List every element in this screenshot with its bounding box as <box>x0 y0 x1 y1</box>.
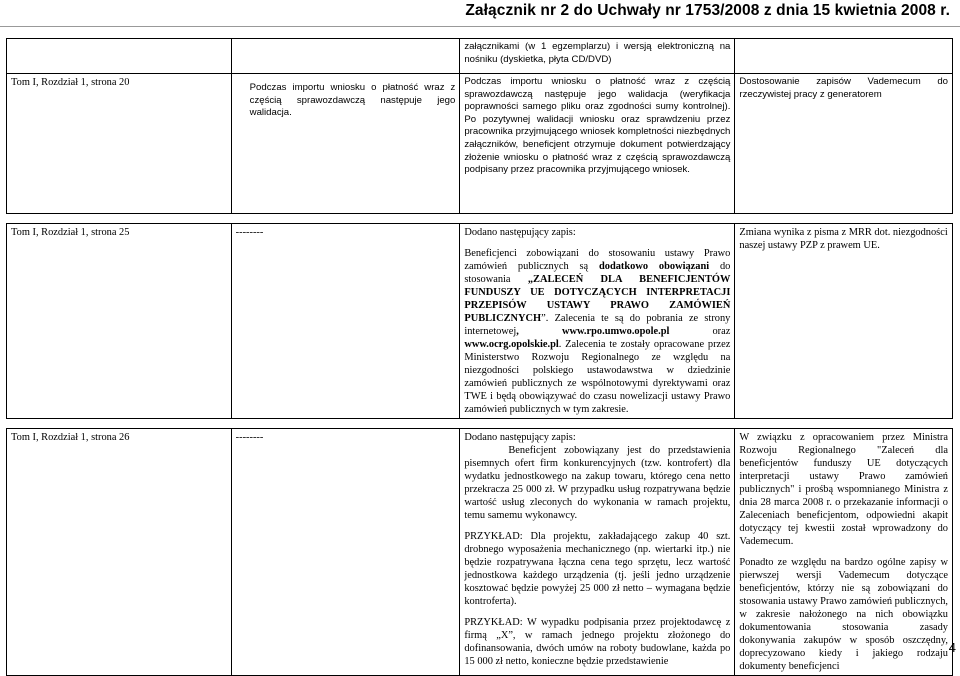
example-paragraph: PRZYKŁAD: W wypadku podpisania przez projektodawcę z firmą „X”, w ramach jednego projektu złożonego do dofinansowania, dwóch umów na roboty budowlane, każda po 15 000 zł netto, konieczne będzie przedstawienie <box>464 617 731 667</box>
added-paragraph <box>464 247 730 416</box>
bold-run: „ZALECEŃ DLA BENEFICJENTÓW FUNDUSZY UE DOTYCZĄCYCH INTERPRETACJI PRZEPISÓW USTAWY PRAWO ZAMÓWIEŃ PUBLICZNYCH <box>464 274 731 324</box>
new-text-cell: Podczas importu wniosku o płatność wraz z częścią sprawozdawczą następuje jego walidacja (weryfikacja poprawności samego pliku oraz zgodności sumy kontrolnej). Po pozytywnej walidacji wniosku oraz sprawdzeniu przez pracownika przyjmującego wniosek kompletności niezbędnych załączników, beneficjent otrzymuje dokument potwierdzający złożenie wniosku o płatność wraz z częścią sprawozdawczą podpisany przez pracownika przyjmującego wniosek. <box>460 74 735 214</box>
justification-cell <box>735 429 953 676</box>
previous-text-cell <box>231 39 460 74</box>
text-run: Beneficjenci zobowiązani do stosowaniu ustawy Prawo zamówień publicznych są <box>464 248 731 272</box>
example-paragraph: PRZYKŁAD: Dla projektu, zakładającego zakup 40 szt. drobnego wyposażenia mechanicznego (np. wiertarki itp.) nie będzie rozpatrywana łączna cena tego sprzętu, lecz wartość jednostkowa każdego urządzenia (tj. jeśli jedno urządzenie kosztować będzie powyżej 25 000 zł netto – wymagana będzie kontroferta). <box>464 531 731 607</box>
table-row <box>7 224 953 419</box>
header-rule <box>0 26 960 27</box>
text-run: ”. Zalecenia te są do pobrania ze strony internetowej <box>464 313 731 337</box>
table-spacer <box>7 214 953 224</box>
text-run: oraz <box>712 326 731 337</box>
link-text: www.ocrg.opolskie.pl <box>464 339 559 350</box>
intro-text: Dodano następujący zapis: <box>464 432 576 443</box>
justification-cell: Dostosowanie zapisów Vademecum do rzeczywistej pracy z generatorem <box>735 74 953 214</box>
added-paragraph: Beneficjent zobowiązany jest do przedstawienia pisemnych ofert firm konkurencyjnych (tzw. kontrofert) dla wydatku jednostkowego na zakup towaru, którego cena netto przekracza 25 000 zł. W przypadku usług rozpatrywana będzie wartość usług zleconych do wykonania w ramach projektu, temu samemu wykonawcy. <box>464 445 731 521</box>
header-title: Załącznik nr 2 do Uchwały nr 1753/2008 z dnia 15 kwietnia 2008 r. <box>465 2 950 19</box>
intro-text: Dodano następujący zapis: <box>464 227 576 238</box>
table-row <box>7 39 953 74</box>
justification-cell <box>735 39 953 74</box>
location-cell: Tom I, Rozdział 1, strona 20 <box>7 74 232 214</box>
new-text-cell <box>460 429 735 676</box>
text-run: . Zalecenia te zostały opracowane przez Ministerstwo Rozwoju Regionalnego ze względu na niezgodności polskiego ustawodawstwa w dziedzinie zamówień publicznych ze wspólnotowymi dyrektywami oraz TWE i będą obowiązywać do czasu nowelizacji ustawy Prawo zamówień publicznych w tym zakresie. <box>464 339 731 415</box>
page-number: 4 <box>948 640 956 655</box>
justification-paragraph: W związku z opracowaniem przez Ministra Rozwoju Regionalnego "Zaleceń dla beneficjentów funduszy UE dotyczących interpretacji ustawy Prawo zamówień publicznych" i prośbą wspomnianego Ministra z dnia 28 marca 2008 r. o przekazanie informacji o Zaleceniach beneficjentom, odpowiedni akapit dotyczący tej kwestii został wprowadzony do Vademecum. <box>739 432 948 547</box>
link-text: , www.rpo.umwo.opole.pl <box>516 326 670 337</box>
new-text-cell <box>460 224 735 419</box>
previous-text-cell: -------- <box>231 224 460 419</box>
table-row <box>7 74 953 214</box>
location-cell: Tom I, Rozdział 1, strona 25 <box>7 224 232 419</box>
justification-cell: Zmiana wynika z pisma z MRR dot. niezgodności naszej ustawy PZP z prawem UE. <box>735 224 953 419</box>
previous-text: Podczas importu wniosku o płatność wraz z częścią sprawozdawczą następuje jego walidacja. <box>249 82 456 119</box>
justification-paragraph: Ponadto ze względu na bardzo ogólne zapisy w pierwszej wersji Vademecum dotyczące beneficjentów, którzy nie są zobowiązani do stosowania ustawy Prawo zamówień publicznych, w zakresie nałożonego na nich obowiązku dokumentowania stosowania zasady dokonywania zakupów w sposób oszczędny, doprecyzowano kiedy i jakiego rodzaju dokumenty beneficjenci <box>739 557 949 672</box>
bold-run: dodatkowo obowiązani <box>598 261 710 272</box>
location-cell <box>7 39 232 74</box>
location-cell: Tom I, Rozdział 1, strona 26 <box>7 429 232 676</box>
page-header <box>0 0 960 26</box>
table-row <box>7 429 953 676</box>
previous-text-cell: -------- <box>231 429 460 676</box>
table-spacer <box>7 419 953 429</box>
changes-table <box>6 38 953 676</box>
new-text-cell: załącznikami (w 1 egzemplarzu) i wersją elektroniczną na nośniku (dyskietka, płyta CD/DVD) <box>460 39 735 74</box>
previous-text-cell <box>231 74 460 214</box>
text-run: do stosowania <box>464 261 731 285</box>
